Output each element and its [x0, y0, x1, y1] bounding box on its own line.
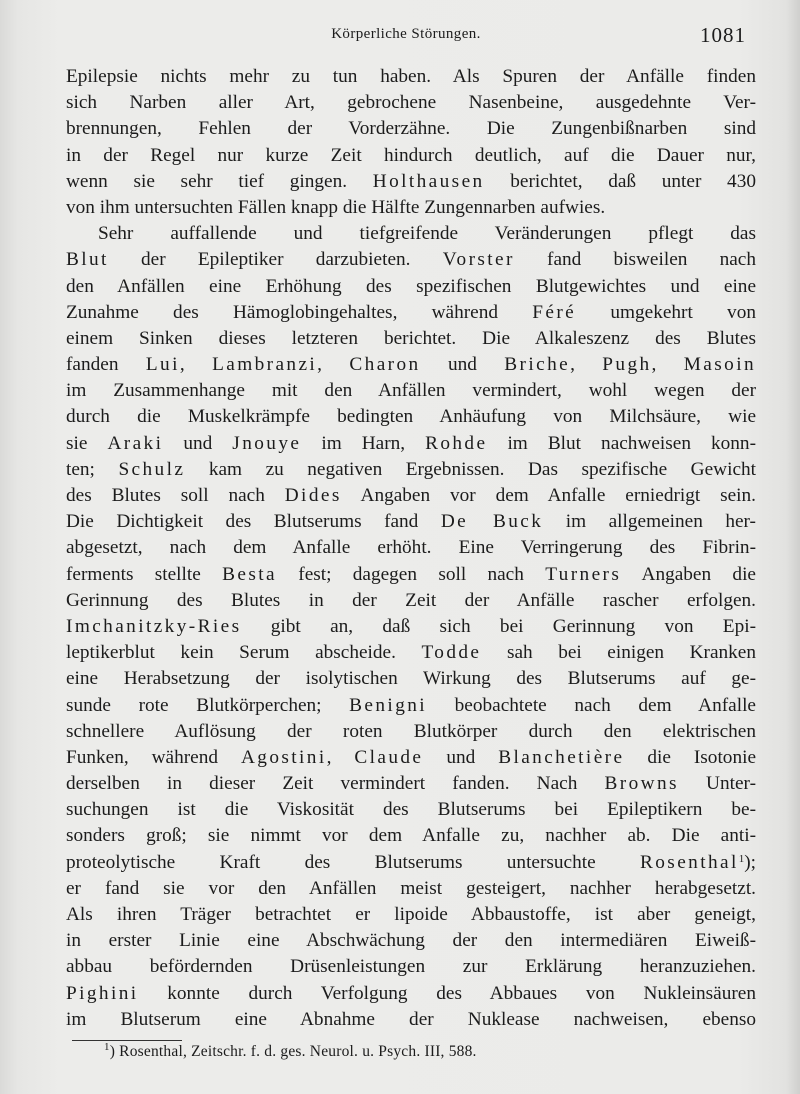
text-line [66, 535, 756, 561]
text-line [66, 640, 756, 666]
text-segment: er fand sie vor den Anfällen meist gesteigert, nachher herabgesetzt. [66, 877, 756, 899]
spaced-name: Blut [66, 249, 109, 271]
running-title: Körperliche Störungen. [331, 26, 481, 42]
text-line [66, 326, 756, 352]
text-segment: Zunahme des Hämoglobingehaltes, während [66, 301, 533, 323]
text-line [66, 1007, 756, 1033]
footnote-rule [72, 1040, 182, 1041]
text-segment: ferments stellte [66, 563, 223, 585]
footnote-marker: 1 [104, 1041, 110, 1053]
spaced-name: Lambranzi [212, 354, 318, 376]
text-line [66, 588, 756, 614]
text-segment: Als ihren Träger betrachtet er lipoide Abbaustoffe, ist aber geneigt, [66, 904, 756, 925]
text-line [66, 876, 756, 902]
text-line [66, 90, 756, 116]
text-segment: durch die Muskelkrämpfe bedingten Anhäufung von Milchsäure, wie [66, 406, 756, 428]
text-segment: gibt an, daß sich bei Gerinnung von Epi- [241, 615, 756, 637]
spaced-name: De Buck [440, 511, 544, 533]
spaced-name: Rosenthal [640, 851, 739, 873]
spaced-name: Holthausen [372, 170, 485, 192]
spaced-name: Vorster [442, 249, 515, 271]
text-line [66, 797, 756, 823]
text-line [66, 954, 756, 980]
text-line [66, 823, 756, 849]
text-line [66, 614, 756, 640]
spaced-name: Masoin [683, 354, 757, 376]
text-segment: abbau befördernden Drüsenleistungen zur Erklärung heranzuziehen. [66, 956, 756, 978]
text-segment: und [163, 432, 233, 454]
text-segment: Gerinnung des Blutes in der Zeit der Anfälle rascher erfolgen. [66, 589, 756, 611]
text-line [66, 509, 756, 535]
text-segment: in erster Linie eine Abschwächung der den intermediären Eiweiß- [66, 930, 756, 952]
text-segment: im Zusammenhange mit den Anfällen vermindert, wohl wegen der [66, 380, 756, 402]
text-segment: , [570, 354, 603, 376]
text-segment: und [420, 354, 505, 376]
text-segment: Die Dichtigkeit des Blutserums fand [66, 511, 441, 533]
spaced-name: Araki [107, 432, 164, 454]
text-line [66, 745, 756, 771]
spaced-name: Pighini [66, 982, 139, 1004]
text-line [66, 902, 756, 928]
text-segment: beobachtete nach dem Anfalle [427, 694, 756, 716]
text-line [66, 693, 756, 719]
text-segment: ); [744, 851, 756, 873]
text-segment: kam zu negativen Ergebnissen. Das spezifische Gewicht [185, 458, 756, 480]
text-segment: den Anfällen eine Erhöhung des spezifischen Blutgewichtes und eine [66, 275, 756, 297]
text-line [66, 300, 756, 326]
spaced-name: Claude [354, 746, 424, 768]
spaced-name: Agostini [240, 746, 327, 768]
text-line [66, 143, 756, 169]
text-segment: abgesetzt, nach dem Anfalle erhöht. Eine Verringerung des Fibrin- [66, 537, 756, 559]
text-line [66, 274, 756, 300]
text-segment: von ihm untersuchten Fällen knapp die Hälfte Zungennarben aufwies. [66, 196, 606, 218]
text-line [66, 562, 756, 588]
spaced-name: Dides [284, 485, 342, 506]
spaced-name: Blanchetière [498, 746, 625, 768]
text-line [66, 404, 756, 430]
text-segment: im allgemeinen her- [543, 511, 756, 533]
text-segment: eine Herabsetzung der isolytischen Wirkung des Blutserums auf ge- [66, 668, 756, 690]
footnote-marker-close: ) [109, 1043, 116, 1060]
text-segment: der Epileptiker darzubieten. [108, 249, 443, 271]
text-line [66, 928, 756, 954]
spaced-name: Briche [504, 354, 571, 376]
spaced-name: Benigni [349, 694, 428, 716]
text-line [66, 850, 756, 876]
text-line [66, 457, 756, 483]
text-segment: proteolytische Kraft des Blutserums untersuchte [66, 851, 640, 873]
spaced-name: Besta [222, 563, 277, 585]
text-segment: sunde rote Blutkörperchen; [66, 694, 350, 716]
text-segment: Funken, während [66, 746, 241, 768]
text-line [66, 169, 756, 195]
text-segment: Angaben vor dem Anfalle erniedrigt sein. [341, 485, 756, 506]
text-segment: Unter- [678, 773, 756, 795]
spaced-name: Todde [421, 642, 482, 664]
text-segment: sonders groß; sie nimmt vor dem Anfalle zu, nachher ab. Die anti- [66, 825, 756, 847]
text-segment: wenn sie sehr tief gingen. [66, 170, 373, 192]
spaced-name: Schulz [118, 458, 186, 480]
text-line [66, 719, 756, 745]
page-header [66, 23, 746, 48]
text-segment: des Blutes soll nach [66, 485, 285, 506]
text-line [66, 666, 756, 692]
spaced-name: Féré [532, 301, 577, 323]
spaced-name: Jnouye [232, 432, 302, 454]
text-segment: einem Sinken dieses letzteren berichtet. Die Alkaleszenz des Blutes [66, 327, 756, 349]
text-segment: fest; dagegen soll nach [276, 563, 546, 585]
text-segment: leptikerblut kein Serum abscheide. [66, 642, 422, 664]
spaced-name: Turners [545, 563, 622, 585]
text-segment: schnellere Auflösung der roten Blutkörper durch den elektrischen [66, 720, 756, 742]
spaced-name: Browns [604, 773, 679, 795]
text-segment: berichtet, daß unter 430 [484, 170, 756, 192]
text-segment: , [179, 354, 213, 376]
text-line [66, 195, 756, 221]
text-segment: , [317, 354, 350, 376]
page-number: 1081 [700, 23, 746, 47]
text-line [66, 771, 756, 797]
text-segment: derselben in dieser Zeit vermindert fanden. Nach [66, 773, 605, 795]
spaced-name: Charon [349, 354, 421, 376]
text-segment: sah bei einigen Kranken [481, 642, 756, 664]
text-segment: suchungen ist die Viskosität des Blutserums bei Epileptikern be- [66, 799, 756, 821]
spaced-name: Lui [145, 354, 180, 376]
text-segment: im Blutserum eine Abnahme der Nuklease nachweisen, ebenso [66, 1008, 756, 1030]
text-line [66, 378, 756, 404]
spaced-name: Rohde [425, 432, 488, 454]
text-segment: umgekehrt von [576, 301, 756, 323]
body-text [66, 64, 756, 1033]
text-segment: Angaben die [621, 563, 756, 585]
text-segment: in der Regel nur kurze Zeit hindurch deutlich, auf die Dauer nur, [66, 144, 756, 166]
footnote [104, 1043, 477, 1061]
spaced-name: Pugh [602, 354, 652, 376]
footnote-text: Rosenthal, Zeitschr. f. d. ges. Neurol. u. Psych. III, 588. [115, 1043, 477, 1060]
footnote-reference: 1 [738, 852, 745, 865]
text-segment: im Harn, [301, 432, 426, 454]
text-line [66, 116, 756, 142]
text-line [66, 352, 756, 378]
text-segment: und [423, 746, 499, 768]
text-segment: fand bisweilen nach [514, 249, 756, 271]
text-segment: sie [66, 432, 108, 454]
text-segment: fanden [66, 354, 146, 376]
text-segment: , [651, 354, 684, 376]
text-segment: im Blut nachweisen konn- [487, 432, 756, 454]
text-line [66, 247, 756, 273]
text-segment: sich Narben aller Art, gebrochene Nasenbeine, ausgedehnte Ver- [66, 92, 756, 114]
text-line [66, 483, 756, 509]
text-segment: , [326, 746, 355, 768]
text-segment: Sehr auffallende und tiefgreifende Veränderungen pflegt das [98, 223, 756, 245]
text-line [66, 64, 756, 90]
text-line [66, 431, 756, 457]
text-segment: brennungen, Fehlen der Vorderzähne. Die Zungenbißnarben sind [66, 118, 756, 140]
text-segment: die Isotonie [624, 746, 757, 768]
text-segment: konnte durch Verfolgung des Abbaues von Nukleinsäuren [138, 982, 756, 1004]
text-segment: ten; [66, 458, 119, 480]
text-line [66, 221, 756, 247]
text-segment: Epilepsie nichts mehr zu tun haben. Als Spuren der Anfälle finden [66, 66, 756, 87]
text-line [66, 981, 756, 1007]
spaced-name: Imchanitzky-Ries [66, 615, 242, 637]
